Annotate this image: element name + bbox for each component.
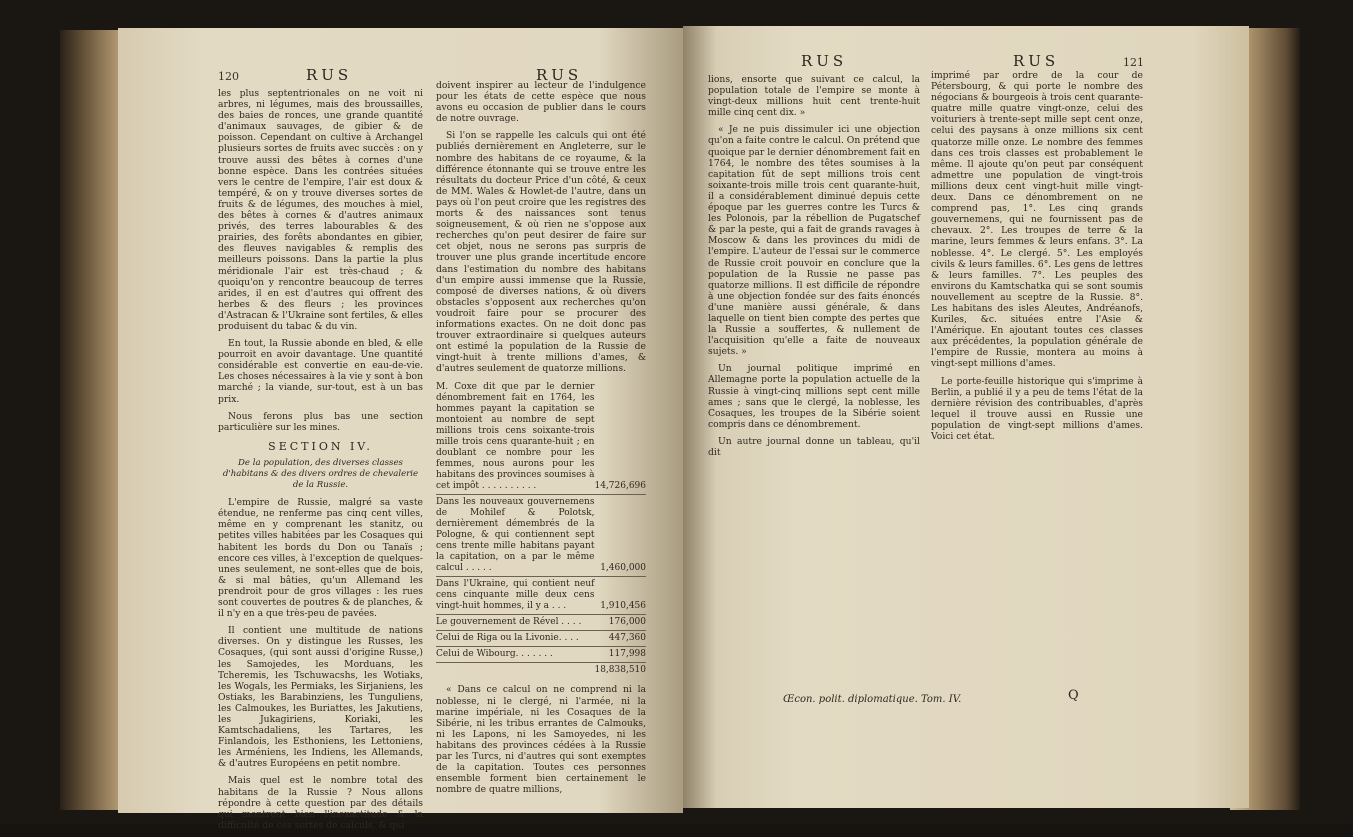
table-cell-label: Celui de Wibourg. . . . . . .: [436, 647, 594, 663]
table-row: [436, 577, 646, 615]
paragraph: les plus septentrionales on ne voit ni arbres, ni légumes, mais des broussailles, des baies de ronces, une grande quantité d'animaux sauvages, de gibier & de poisson. Cependant on cultive à Archangel plusieurs sortes de fruits avec succès : on y trouve aussi des bêtes à cornes d'une bonne espèce. Dans les contrées situées vers le centre de l'empire, l'air est doux & tempéré, & on y trouve diverses sortes de fruits & de légumes, des mouches à miel, des bêtes à cornes & d'autres animaux privés, des terres labourables & des prairies, des forêts abondantes en gibier, des fleuves navigables & remplis des meilleurs poissons. Dans la partie la plus méridionale l'air est très-chaud ; & quoiqu'on y rencontre beaucoup de terres arides, il en est d'autres qui offrent des herbes & des fleurs ; les provinces d'Astracan & l'Ukraine sont fertiles, & elles produisent du tabac & du vin.: [218, 88, 423, 332]
table-row: [436, 380, 646, 495]
page-number-left: 120: [218, 70, 239, 83]
table-cell-label: Le gouvernement de Rével . . . .: [436, 615, 594, 631]
table-cell-value: 1,460,000: [594, 495, 646, 577]
paragraph: L'empire de Russie, malgré sa vaste étendue, ne renferme pas cinq cent villes, même en y comprenant les stanitz, ou petites villes habitées par les Cosaques qui habitent les bords du Don ou Tanaïs ; encore ces villes, à l'exception de quelques-unes seulement, ne sont-elles que de bois, & si mal bâties, qu'un Allemand les prendroit pour de gros villages : les rues sont couvertes de poutres & de planches, & il n'y en a que très-peu de pavées.: [218, 497, 423, 620]
running-head-left-1: RUS: [306, 66, 353, 84]
paragraph: imprimé par ordre de la cour de Pétersbourg, & qui porte le nombre des négocians & bourgeois à trois cent quarante-quatre mille quatre vingt-onze, celui des voituriers à trente-sept mille sept cent onze, celui des paysans à onze millions six cent quatorze mille onze. Le nombre des femmes dans ces trois classes est probablement le même. Il ajoute qu'on peut par conséquent admettre une population de vingt-trois millions deux cent vingt-huit mille vingt-deux. Dans ce dénombrement on ne comprend pas, 1°. Les cinq grands gouvernemens, qui ne fournissent pas de chevaux. 2°. Les troupes de terre & la marine, leurs femmes & leurs enfans. 3°. La noblesse. 4°. Le clergé. 5°. Les employés civils & leurs familles. 6°. Les gens de lettres & leurs familles. 7°. Les peuples des environs du Kamtschatka qui se sont soumis nouvellement au sceptre de la Russie. 8°. Les habitans des isles Aleutes, Andréanofs, Kuriles, &c. situées entre l'Asie & l'Amérique. En ajoutant toutes ces classes aux précédentes, la population générale de l'empire de Russie, montera au moins à vingt-sept millions d'ames.: [931, 70, 1143, 370]
paragraph: Mais quel est le nombre total des habitans de la Russie ? Nous allons répondre à cette question par des détails qui montrent bien l'inexactitude & la difficulté de ces sortes de calculs, & qui: [218, 775, 423, 831]
running-head-right-2: RUS: [1013, 52, 1060, 70]
page-number-right: 121: [1123, 56, 1144, 69]
section-title: SECTION IV.: [268, 439, 373, 453]
left-page: [118, 28, 683, 831]
left-page-column-1: [218, 88, 423, 837]
paragraph: Si l'on se rappelle les calculs qui ont été publiés dernièrement en Angleterre, sur le nombre des habitans de ce royaume, & la différence étonnante qui se trouve entre les résultats du docteur Price d'un côté, & ceux de MM. Wales & Howlet-de l'autre, dans un pays où l'on peut croire que les registres des morts & des naissances sont tenus soigneusement, & où rien ne s'oppose aux recherches qu'on peut desirer de faire sur cet objet, nous ne serons pas surpris de trouver une plus grande incertitude encore dans l'estimation du nombre des habitans d'un empire aussi immense que la Russie, composé de diverses nations, & où divers obstacles s'opposent aux recherches qu'on voudroit faire pour se procurer des informations exactes. On ne doit donc pas trouver extraordinaire si quelques auteurs ont estimé la population de la Russie de vingt-huit à trente millions d'ames, & d'autres seulement de quatorze millions.: [436, 130, 646, 375]
table-cell-label: Celui de Riga ou la Livonie. . . .: [436, 631, 594, 647]
left-page-column-2: [436, 80, 646, 801]
table-row: [436, 495, 646, 577]
running-head-right-1: RUS: [801, 52, 848, 70]
right-page-column-2: [931, 70, 1143, 448]
paragraph: « Dans ce calcul on ne comprend ni la noblesse, ni le clergé, ni l'armée, ni la marine impériale, ni les Cosaques de la Sibérie, ni les tribus errantes de Calmouks, ni les Lapons, ni les Samoyedes, ni les habitans des provinces cédées à la Russie par les Turcs, ni d'autres qui sont exemptes de la capitation. Toutes ces personnes ensemble forment bien certainement le nombre de quatre millions,: [436, 684, 646, 796]
paragraph: doivent inspirer au lecteur de l'indulgence pour les états de cette espèce que nous avons eu occasion de publier dans le cours de notre ouvrage.: [436, 80, 646, 125]
table-row: [436, 663, 646, 679]
section-subtitle: De la population, des diverses classes d'habitans & des divers ordres de chevalerie de la Russie.: [222, 457, 419, 491]
table-row: [436, 647, 646, 663]
table-cell-label: M. Coxe dit que par le dernier dénombrement fait en 1764, les hommes payant la capitation se montoient au nombre de sept millions trois cens soixante-trois mille trois cens quarante-huit ; en doublant ce nombre pour les femmes, nous aurons pour les habitans des provinces soumises à cet impôt . . . . . . . . . .: [436, 382, 595, 492]
table-cell-value: 447,360: [594, 631, 646, 647]
paragraph: Le porte-feuille historique qui s'imprime à Berlin, a publié il y a peu de tems l'état de la dernière révision des contribuables, d'après lequel il trouve aussi en Russie une population de vingt-sept millions d'ames. Voici cet état.: [931, 375, 1143, 442]
right-page-column-1: [708, 74, 920, 464]
population-table: [436, 380, 646, 678]
table-cell-label: Dans l'Ukraine, qui contient neuf cens cinquante mille deux cens vingt-huit hommes, il y a . . .: [436, 577, 594, 615]
paragraph: Un autre journal donne un tableau, qu'il dit: [708, 435, 920, 458]
paragraph: En tout, la Russie abonde en bled, & elle pourroit en avoir davantage. Une quantité considérable est convertie en eau-de-vie. Les choses nécessaires à la vie y sont à bon marché ; la viande, sur-tout, est à un bas prix.: [218, 338, 423, 405]
table-cell-value: 176,000: [594, 615, 646, 631]
table-total: 18,838,510: [594, 663, 646, 679]
paragraph: Nous ferons plus bas une section particulière sur les mines.: [218, 410, 423, 433]
table-row: [436, 615, 646, 631]
right-page: [683, 26, 1249, 808]
table-cell-value: 14,726,696: [594, 481, 646, 492]
footer-title: Œcon. polit. diplomatique. Tom. IV.: [783, 694, 962, 705]
table-cell-value: 1,910,456: [594, 577, 646, 615]
paragraph: lions, ensorte que suivant ce calcul, la population totale de l'empire se monte à vingt-deux millions huit cent trente-huit mille cinq cent dix. »: [708, 74, 920, 119]
table-cell-label: Dans les nouveaux gouvernemens de Mohilef & Polotsk, dernièrement démembrés de la Pologne, & qui contiennent sept cens trente mille habitans payant la capitation, on a par le même calcul . . . . .: [436, 495, 594, 577]
paragraph: « Je ne puis dissimuler ici une objection qu'on a faite contre le calcul. On prétend que quoique par le dernier dénombrement fait en 1764, le nombre des têtes soumises à la capitation fût de sept millions trois cent soixante-trois mille trois cent quarante-huit, il a considérablement diminué depuis cette époque par les guerres contre les Turcs & les Polonois, par la rébellion de Pugatschef & par la peste, qui a fait de grands ravages à Moscow & dans les provinces du midi de l'empire. L'auteur de l'essai sur le commerce de Russie croit pouvoir en conclure que la population de la Russie ne passe pas quatorze millions. Il est difficile de répondre à une objection fondée sur des faits énoncés d'une manière aussi générale, & dans laquelle on tient bien compte des pertes que la Russie a souffertes, & nullement de l'acquisition qu'elle a faite de nouveaux sujets. »: [708, 124, 920, 358]
signature-mark: Q: [1068, 688, 1079, 703]
paragraph: Un journal politique imprimé en Allemagne porte la population actuelle de la Russie à vingt-cinq millions sept cent mille ames ; sans que le clergé, la noblesse, les Cosaques, les troupes de la Sibérie soient compris dans ce dénombrement.: [708, 363, 920, 430]
table-cell-value: 117,998: [594, 647, 646, 663]
paragraph: Il contient une multitude de nations diverses. On y distingue les Russes, les Cosaques, (qui sont aussi d'origine Russe,) les Samojedes, les Morduans, les Tcheremis, les Tschuwacshs, les Wotiaks, les Wogals, les Permiaks, les Sirjaniens, les Ostiaks, les Barabinziens, les Tunguliens, les Calmoukes, les Buriattes, les Jakutiens, les Jukagiriens, Koriaki, les Kamtschadaliens, les Tartares, les Finlandois, les Esthoniens, les Lettoniens, les Arméniens, les Indiens, les Allemands, & d'autres Européens en petit nombre.: [218, 625, 423, 770]
running-head-left-2: RUS: [536, 66, 583, 84]
table-row: [436, 631, 646, 647]
